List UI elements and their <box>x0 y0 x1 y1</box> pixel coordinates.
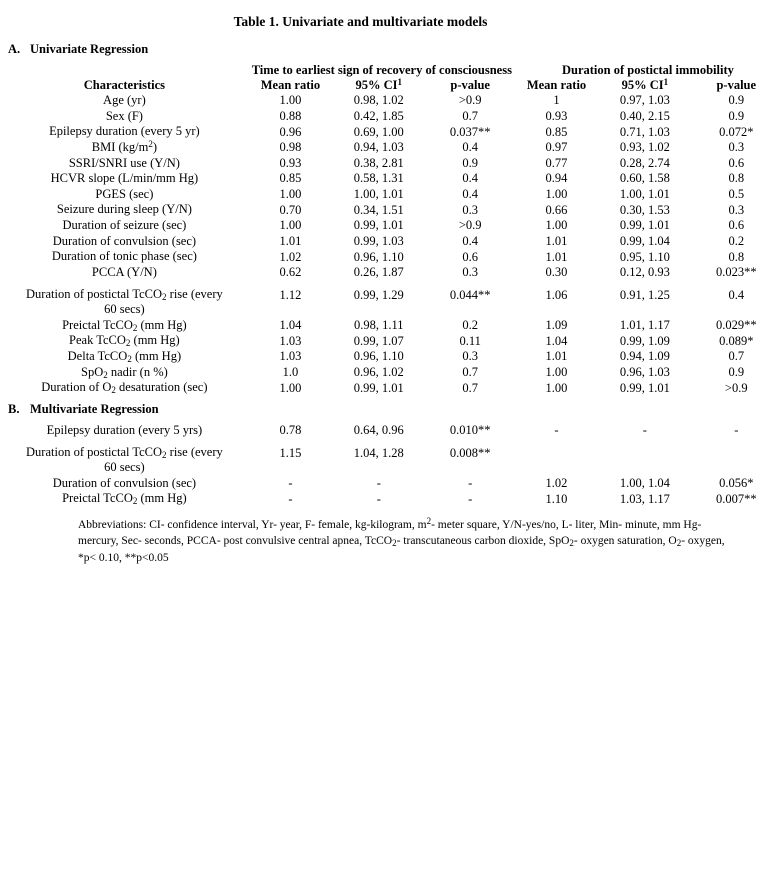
univariate-ci-1: 0.96, 1.10 <box>353 249 404 264</box>
univariate-row-label: SSRI/SNRI use (Y/N) <box>68 155 180 170</box>
group-header-immobility: Duration of postictal immobility <box>561 63 734 77</box>
univariate-pvalue-2: 0.9 <box>728 108 745 123</box>
univariate-pvalue-2: 0.8 <box>728 171 745 186</box>
group-header-row <box>0 63 781 78</box>
univariate-mean-ratio-1: 1.12 <box>279 287 302 302</box>
multivariate-pvalue-2: 0.056* <box>719 476 754 491</box>
multivariate-mean-ratio-1: 0.78 <box>279 423 302 438</box>
univariate-ci-2: 0.60, 1.58 <box>619 171 670 186</box>
univariate-ci-1: 0.99, 1.03 <box>353 233 404 248</box>
section-b-heading <box>8 402 781 417</box>
multivariate-ci-1: 1.04, 1.28 <box>353 445 404 460</box>
univariate-pvalue-1: >0.9 <box>458 93 482 108</box>
univariate-ci-2: 0.99, 1.01 <box>619 218 670 233</box>
univariate-mean-ratio-2: 1.00 <box>545 218 568 233</box>
univariate-pvalue-1: 0.7 <box>462 380 478 395</box>
univariate-row-label: Age (yr) <box>103 93 146 107</box>
section-a-heading <box>8 42 781 57</box>
table-row <box>0 281 781 318</box>
multivariate-mean-ratio-2: 1.02 <box>545 476 568 491</box>
univariate-ci-2: 0.93, 1.02 <box>619 140 670 155</box>
univariate-pvalue-2: 0.5 <box>728 187 745 202</box>
univariate-mean-ratio-1: 1.00 <box>279 187 302 202</box>
univariate-mean-ratio-1: 0.85 <box>279 171 302 186</box>
col-ci-2-footnote-marker: 1 <box>663 77 669 87</box>
univariate-mean-ratio-2: 0.93 <box>545 108 568 123</box>
univariate-row-label: Duration of $O_2$ desaturation (sec) <box>41 380 208 396</box>
col-ci-1-footnote-marker: 1 <box>397 77 403 87</box>
univariate-pvalue-2: 0.029** <box>715 318 757 333</box>
table-footnote: Abbreviations: CI- confidence interval, Yr- year, F- female, kg-kilogram, $m^2-$ meter square, Y/N-yes/no, L- liter, Min- minute, mm Hg- mercury, Sec- seconds, PCCA- post convulsive central apnea, TcCO$_2$- transcutaneous carbon dioxide, SpO$_2$- oxygen saturation, $O_2-$ oxygen, *p< 0.10, **p<0.05 <box>78 516 725 564</box>
univariate-mean-ratio-1: 1.04 <box>279 318 302 333</box>
multivariate-mean-ratio-1: - <box>288 491 293 506</box>
univariate-mean-ratio-2: 1.01 <box>545 249 568 264</box>
section-a-label: Univariate Regression <box>30 42 149 56</box>
multivariate-pvalue-2: 0.007** <box>715 491 757 506</box>
multivariate-pvalue-1: 0.008** <box>449 445 491 460</box>
univariate-ci-1: 0.34, 1.51 <box>353 202 404 217</box>
univariate-mean-ratio-2: 1.06 <box>545 287 568 302</box>
univariate-mean-ratio-2: 1.09 <box>545 318 568 333</box>
univariate-pvalue-1: 0.4 <box>462 140 478 155</box>
univariate-pvalue-1: 0.3 <box>462 349 478 364</box>
document-page <box>0 14 781 874</box>
univariate-pvalue-2: 0.089* <box>719 333 754 348</box>
univariate-pvalue-2: 0.9 <box>728 364 745 379</box>
multivariate-mean-ratio-1: 1.15 <box>279 445 302 460</box>
table-row <box>0 380 781 396</box>
table-row <box>0 171 781 187</box>
univariate-mean-ratio-2: 1.00 <box>545 364 568 379</box>
univariate-ci-2: 1.01, 1.17 <box>619 318 670 333</box>
multivariate-pvalue-1: - <box>468 491 473 506</box>
univariate-pvalue-2: 0.072* <box>719 124 754 139</box>
table-row <box>0 365 781 381</box>
univariate-mean-ratio-1: 1.03 <box>279 333 302 348</box>
univariate-pvalue-2: 0.7 <box>728 349 745 364</box>
univariate-ci-2: 0.95, 1.10 <box>619 249 670 264</box>
multivariate-ci-2: 1.00, 1.04 <box>619 476 670 491</box>
univariate-row-label: PCCA (Y/N) <box>91 264 157 279</box>
univariate-row-label: BMI $(kg/m^2)$ <box>91 138 158 154</box>
table-row <box>0 333 781 349</box>
univariate-mean-ratio-1: 1.00 <box>279 93 302 108</box>
univariate-pvalue-1: 0.4 <box>462 233 478 248</box>
univariate-ci-2: 1.00, 1.01 <box>619 187 670 202</box>
univariate-mean-ratio-2: 1.04 <box>545 333 568 348</box>
multivariate-mean-ratio-2: 1.10 <box>545 491 568 506</box>
univariate-mean-ratio-2: 0.66 <box>545 202 568 217</box>
univariate-ci-2: 0.40, 2.15 <box>619 108 670 123</box>
table-row <box>0 349 781 365</box>
univariate-row-label: Preictal TcCO$_2$ (mm Hg) <box>62 317 187 333</box>
univariate-ci-1: 0.69, 1.00 <box>353 124 404 139</box>
univariate-ci-2: 0.28, 2.74 <box>619 155 670 170</box>
multivariate-ci-1: - <box>376 476 381 491</box>
univariate-mean-ratio-2: 0.97 <box>545 140 568 155</box>
multivariate-ci-1: - <box>376 491 381 506</box>
univariate-table <box>0 63 781 396</box>
univariate-pvalue-1: 0.4 <box>462 171 478 186</box>
univariate-pvalue-2: 0.9 <box>728 93 745 108</box>
univariate-row-label: Duration of seizure (sec) <box>62 218 187 232</box>
table-row <box>0 491 781 507</box>
multivariate-row-label: Epilepsy duration (every 5 yrs) <box>46 422 203 437</box>
multivariate-row-label: Duration of convulsion (sec) <box>52 475 197 490</box>
univariate-pvalue-1: 0.9 <box>462 155 478 170</box>
table-row <box>0 202 781 218</box>
multivariate-mean-ratio-2 <box>515 439 598 476</box>
univariate-mean-ratio-1: 1.03 <box>279 349 302 364</box>
univariate-row-label: HCVR slope (L/min/mm Hg) <box>50 171 199 186</box>
multivariate-pvalue-1: - <box>468 476 473 491</box>
table-row <box>0 423 781 439</box>
col-pvalue-1: p-value <box>450 78 490 92</box>
multivariate-pvalue-2: - <box>734 423 739 438</box>
univariate-mean-ratio-2: 1.01 <box>545 233 568 248</box>
page-title: Table 1. Univariate and multivariate models <box>233 14 488 29</box>
multivariate-ci-1: 0.64, 0.96 <box>353 423 404 438</box>
univariate-ci-1: 0.99, 1.01 <box>353 218 404 233</box>
multivariate-ci-2: - <box>642 423 647 438</box>
univariate-ci-1: 0.99, 1.01 <box>353 380 404 395</box>
univariate-pvalue-2: 0.3 <box>728 140 745 155</box>
multivariate-mean-ratio-1: - <box>288 476 293 491</box>
univariate-ci-2: 0.99, 1.04 <box>619 233 670 248</box>
univariate-mean-ratio-2: 1.00 <box>545 187 568 202</box>
col-characteristics: Characteristics <box>83 78 166 92</box>
univariate-ci-1: 0.98, 1.02 <box>353 93 404 108</box>
multivariate-row-label: Duration of postictal TcCO$_2$ rise (every 60 secs) <box>26 444 223 475</box>
univariate-pvalue-1: 0.7 <box>462 108 478 123</box>
univariate-pvalue-2: 0.023** <box>715 265 757 280</box>
univariate-row-label: SpO$_2$ nadir (n %) <box>81 364 168 380</box>
univariate-mean-ratio-1: 0.88 <box>279 108 302 123</box>
univariate-pvalue-1: 0.3 <box>462 202 478 217</box>
col-pvalue-2: p-value <box>716 78 757 92</box>
group-header-recovery: Time to earliest sign of recovery of consciousness <box>251 63 512 77</box>
univariate-ci-1: 0.99, 1.29 <box>353 287 404 302</box>
univariate-mean-ratio-1: 1.01 <box>279 233 302 248</box>
univariate-ci-1: 0.26, 1.87 <box>353 265 404 280</box>
column-header-row <box>0 78 781 93</box>
univariate-row-label: PGES (sec) <box>95 186 154 201</box>
multivariate-pvalue-1: 0.010** <box>449 423 491 438</box>
group-header-blank <box>0 63 249 78</box>
table-row <box>0 439 781 476</box>
table-row <box>0 249 781 265</box>
table-row <box>0 93 781 109</box>
univariate-ci-2: 0.12, 0.93 <box>619 265 670 280</box>
univariate-ci-2: 0.99, 1.09 <box>619 333 670 348</box>
univariate-ci-1: 0.98, 1.11 <box>354 318 404 333</box>
univariate-pvalue-1: 0.037** <box>449 124 491 139</box>
univariate-mean-ratio-1: 1.00 <box>279 380 302 395</box>
univariate-pvalue-2: 0.4 <box>728 287 745 302</box>
univariate-mean-ratio-1: 0.62 <box>279 265 302 280</box>
univariate-pvalue-2: 0.6 <box>728 218 745 233</box>
univariate-mean-ratio-2: 1 <box>553 93 560 108</box>
section-b-letter: B. <box>8 401 20 416</box>
univariate-row-label: Seizure during sleep (Y/N) <box>56 202 192 217</box>
univariate-mean-ratio-2: 0.77 <box>545 155 568 170</box>
univariate-ci-2: 0.97, 1.03 <box>619 93 670 108</box>
univariate-pvalue-1: 0.044** <box>449 287 491 302</box>
table-row <box>0 265 781 281</box>
univariate-mean-ratio-2: 0.85 <box>545 124 568 139</box>
univariate-ci-2: 0.91, 1.25 <box>619 287 670 302</box>
univariate-ci-1: 0.99, 1.07 <box>353 333 404 348</box>
table-row <box>0 109 781 125</box>
univariate-mean-ratio-2: 0.30 <box>545 265 568 280</box>
univariate-row-label: Epilepsy duration (every 5 yr) <box>49 124 200 139</box>
table-row <box>0 318 781 334</box>
table-row <box>0 187 781 203</box>
univariate-pvalue-2: 0.8 <box>728 249 745 264</box>
univariate-ci-2: 0.30, 1.53 <box>619 202 670 217</box>
univariate-mean-ratio-2: 1.00 <box>545 380 568 395</box>
multivariate-pvalue-2 <box>692 439 781 476</box>
univariate-ci-2: 0.94, 1.09 <box>619 349 670 364</box>
section-a-letter: A. <box>8 42 21 56</box>
univariate-pvalue-1: 0.3 <box>462 265 478 280</box>
univariate-pvalue-2: 0.3 <box>728 202 745 217</box>
univariate-pvalue-2: >0.9 <box>724 380 748 395</box>
col-mean-ratio-1: Mean ratio <box>260 78 321 92</box>
multivariate-ci-2 <box>598 439 691 476</box>
univariate-ci-1: 0.96, 1.02 <box>353 364 404 379</box>
multivariate-mean-ratio-2: - <box>554 423 559 438</box>
table-row <box>0 476 781 492</box>
col-ci-1-text: 95% CI <box>355 78 398 92</box>
univariate-ci-1: 0.96, 1.10 <box>353 349 404 364</box>
col-ci-2-text: 95% CI <box>621 78 664 92</box>
univariate-pvalue-1: 0.7 <box>462 364 478 379</box>
multivariate-table <box>0 423 781 507</box>
univariate-ci-1: 1.00, 1.01 <box>353 187 404 202</box>
table-row <box>0 140 781 156</box>
table-row <box>0 234 781 250</box>
table-row <box>0 218 781 234</box>
univariate-row-label: Sex (F) <box>105 108 143 123</box>
section-b-label: Multivariate Regression <box>30 401 159 416</box>
univariate-mean-ratio-1: 1.0 <box>282 364 299 379</box>
univariate-mean-ratio-1: 0.96 <box>279 124 302 139</box>
univariate-row-label: Duration of tonic phase (sec) <box>51 249 197 264</box>
univariate-mean-ratio-1: 0.98 <box>279 140 302 155</box>
univariate-pvalue-1: 0.2 <box>462 318 478 333</box>
col-ci-2 <box>598 78 691 93</box>
univariate-pvalue-2: 0.2 <box>728 233 745 248</box>
univariate-pvalue-2: 0.6 <box>728 155 745 170</box>
univariate-pvalue-1: 0.11 <box>459 333 481 348</box>
univariate-row-label: Delta TcCO$_2$ (mm Hg) <box>67 349 182 364</box>
univariate-ci-1: 0.42, 1.85 <box>353 108 404 123</box>
table-row <box>0 156 781 172</box>
univariate-mean-ratio-1: 0.70 <box>279 202 302 217</box>
univariate-ci-2: 0.96, 1.03 <box>619 364 670 379</box>
univariate-ci-1: 0.58, 1.31 <box>353 171 404 186</box>
univariate-mean-ratio-1: 1.00 <box>279 218 302 233</box>
univariate-ci-1: 0.94, 1.03 <box>353 140 404 155</box>
col-mean-ratio-2: Mean ratio <box>526 78 587 92</box>
multivariate-ci-2: 1.03, 1.17 <box>619 491 670 506</box>
univariate-pvalue-1: 0.4 <box>462 187 478 202</box>
univariate-ci-2: 0.99, 1.01 <box>619 380 670 395</box>
univariate-ci-2: 0.71, 1.03 <box>619 124 670 139</box>
univariate-pvalue-1: >0.9 <box>458 218 482 233</box>
univariate-mean-ratio-2: 0.94 <box>545 171 568 186</box>
univariate-mean-ratio-2: 1.01 <box>545 349 568 364</box>
table-row <box>0 124 781 140</box>
univariate-row-label: Peak TcCO$_2$ (mm Hg) <box>69 333 180 349</box>
col-ci-1 <box>332 78 425 93</box>
univariate-pvalue-1: 0.6 <box>462 249 478 264</box>
multivariate-row-label: Preictal TcCO$_2$ (mm Hg) <box>62 491 187 507</box>
univariate-row-label: Duration of postictal TcCO$_2$ rise (every 60 secs) <box>26 286 223 317</box>
univariate-mean-ratio-1: 1.02 <box>279 249 302 264</box>
univariate-ci-1: 0.38, 2.81 <box>353 155 404 170</box>
univariate-row-label: Duration of convulsion (sec) <box>52 233 197 248</box>
univariate-mean-ratio-1: 0.93 <box>279 155 302 170</box>
